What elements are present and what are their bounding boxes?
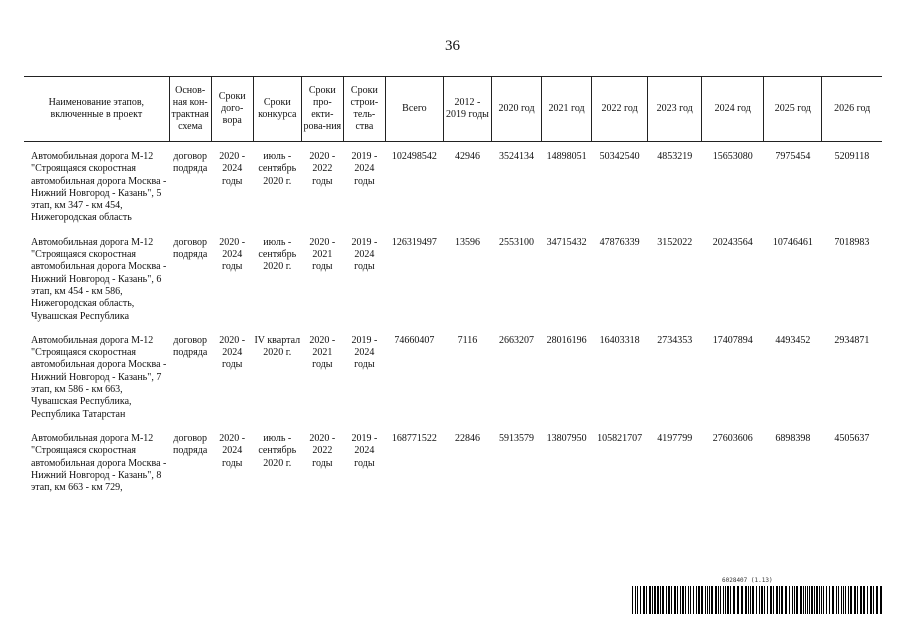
document-barcode (632, 577, 884, 614)
cell-name: Автомобильная дорога М-12 "Строящаяся скоростная автомобильная дорога Москва - Нижний Новгород - Казань", 5 этап, км 347 - км 454, Нижегородская область (31, 151, 167, 224)
cell-y2020: 3524134 (499, 151, 535, 162)
cell-y2025: 4493452 (775, 334, 811, 346)
cell-y2026: 2934871 (834, 334, 870, 346)
column-header: Наименование этапов, включенные в проект (24, 77, 169, 142)
cell-y2024: 17407894 (712, 334, 753, 346)
barcode-label: 6028407 (1.13) (722, 577, 773, 584)
cell-y2012-2019: 42946 (454, 151, 480, 162)
cell-y2020: 2663207 (499, 334, 535, 346)
table-row (24, 228, 882, 326)
cell-total: 102498542 (391, 151, 437, 162)
cell-tender: июль - сентябрь 2020 г. (258, 432, 297, 469)
cell-scheme: договор подряда (173, 432, 208, 457)
cell-construction: 2019 - 2024 годы (351, 236, 378, 273)
column-header: Сроки про-екти-рова-ния (301, 77, 343, 142)
cell-y2020: 5913579 (499, 432, 535, 444)
column-header: 2022 год (592, 77, 648, 142)
cell-y2022: 47876339 (599, 236, 640, 248)
cell-scheme: договор подряда (173, 151, 208, 175)
column-header: Сроки строи-тель-ства (343, 77, 385, 142)
cell-y2024: 15653080 (712, 151, 753, 162)
cell-y2012-2019: 13596 (454, 236, 480, 248)
cell-design: 2020 - 2022 годы (309, 432, 336, 469)
cell-y2026: 5209118 (834, 151, 870, 162)
table-row (24, 142, 882, 228)
cell-y2023: 4197799 (657, 432, 693, 444)
cell-y2012-2019: 7116 (457, 334, 478, 346)
cell-name: Автомобильная дорога М-12 "Строящаяся скоростная автомобильная дорога Москва - Нижний Новгород - Казань", 7 этап, км 586 - км 663, Чувашская Республика, Республика Татарстан (31, 334, 167, 420)
column-header: 2020 год (492, 77, 542, 142)
cell-tender: июль - сентябрь 2020 г. (258, 151, 297, 187)
cell-contract: 2020 - 2024 годы (219, 432, 246, 469)
cell-y2020: 2553100 (499, 236, 535, 248)
cell-scheme: договор подряда (173, 236, 208, 261)
cell-construction: 2019 - 2024 годы (351, 151, 378, 187)
cell-name: Автомобильная дорога М-12 "Строящаяся скоростная автомобильная дорога Москва - Нижний Новгород - Казань", 8 этап, км 663 - км 729, (31, 432, 167, 494)
column-header: 2025 год (764, 77, 822, 142)
column-header: Основ-ная кон-трактная схема (169, 77, 211, 142)
cell-y2022: 16403318 (599, 334, 640, 346)
table-row (24, 424, 882, 497)
cell-y2026: 4505637 (834, 432, 870, 444)
cell-y2022: 105821707 (597, 432, 643, 444)
cell-design: 2020 - 2022 годы (309, 151, 336, 187)
cell-name: Автомобильная дорога М-12 "Строящаяся скоростная автомобильная дорога Москва - Нижний Новгород - Казань", 6 этап, км 454 - км 586, Нижегородская область, Чувашская Республика (31, 236, 167, 322)
cell-construction: 2019 - 2024 годы (351, 334, 378, 371)
column-header: 2012 - 2019 годы (443, 77, 491, 142)
cell-y2025: 10746461 (772, 236, 813, 248)
cell-contract: 2020 - 2024 годы (219, 151, 246, 187)
cell-y2024: 20243564 (712, 236, 753, 248)
column-header: 2026 год (822, 77, 882, 142)
cell-total: 126319497 (391, 236, 437, 248)
project-stages-table (24, 76, 882, 497)
cell-contract: 2020 - 2024 годы (219, 334, 246, 371)
cell-y2026: 7018983 (834, 236, 870, 248)
column-header: Всего (385, 77, 443, 142)
column-header: Сроки конкурса (253, 77, 301, 142)
column-header: 2024 год (702, 77, 764, 142)
cell-y2012-2019: 22846 (454, 432, 480, 444)
column-header: Сроки дого-вора (211, 77, 253, 142)
cell-total: 168771522 (391, 432, 437, 444)
column-header: 2021 год (542, 77, 592, 142)
cell-y2025: 7975454 (775, 151, 811, 162)
cell-design: 2020 - 2021 годы (309, 334, 336, 371)
cell-y2023: 3152022 (657, 236, 693, 248)
table-row (24, 326, 882, 424)
cell-y2024: 27603606 (712, 432, 753, 444)
cell-tender: IV квартал 2020 г. (254, 334, 301, 359)
cell-y2025: 6898398 (775, 432, 811, 444)
cell-scheme: договор подряда (173, 334, 208, 359)
cell-y2022: 50342540 (599, 151, 640, 162)
cell-y2021: 34715432 (546, 236, 587, 248)
cell-total: 74660407 (394, 334, 435, 346)
cell-y2021: 13807950 (546, 432, 587, 444)
cell-contract: 2020 - 2024 годы (219, 236, 246, 273)
cell-design: 2020 - 2021 годы (309, 236, 336, 273)
table-header-row (24, 77, 882, 142)
cell-construction: 2019 - 2024 годы (351, 432, 378, 469)
cell-tender: июль - сентябрь 2020 г. (258, 236, 297, 273)
barcode-icon (632, 586, 884, 614)
page-number: 36 (445, 38, 460, 54)
cell-y2021: 14898051 (546, 151, 587, 162)
cell-y2021: 28016196 (546, 334, 587, 346)
table-body (24, 142, 882, 498)
cell-y2023: 4853219 (657, 151, 693, 162)
column-header: 2023 год (648, 77, 702, 142)
cell-y2023: 2734353 (657, 334, 693, 346)
